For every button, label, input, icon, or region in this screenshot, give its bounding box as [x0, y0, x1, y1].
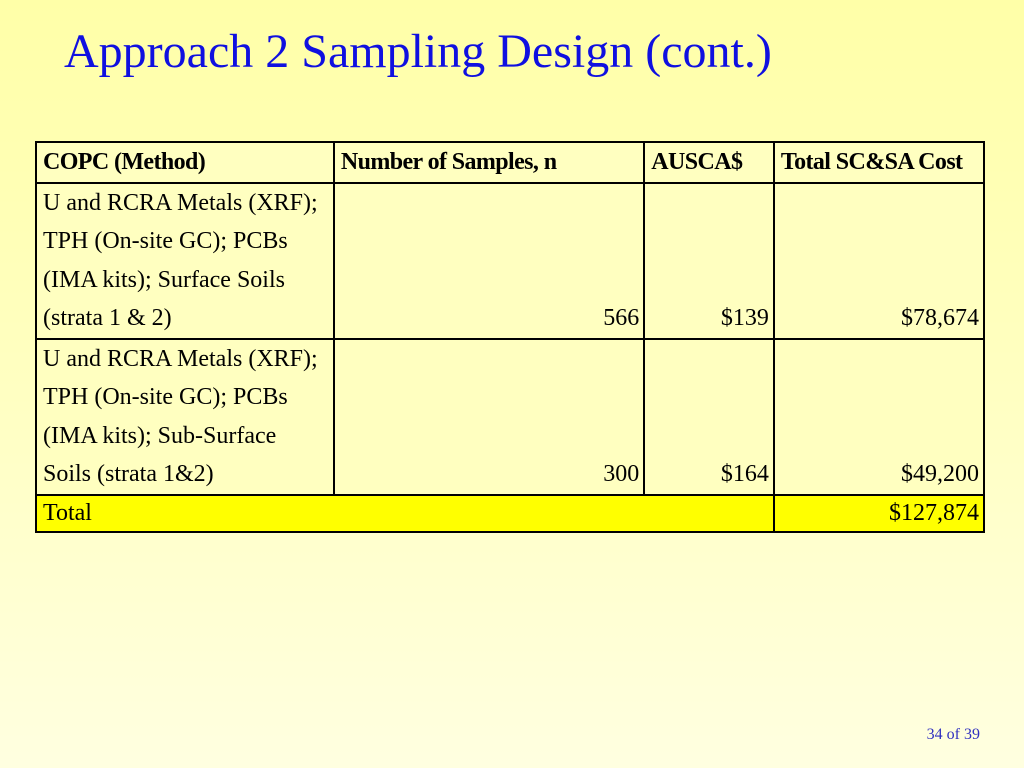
cell-unit-cost: $139: [644, 183, 774, 339]
page-number: 34 of 39: [926, 726, 980, 743]
cell-total-cost: $49,200: [774, 339, 984, 495]
total-value: $127,874: [774, 495, 984, 532]
cell-copc: U and RCRA Metals (XRF); TPH (On-site GC); PCBs (IMA kits); Sub-Surface Soils (strata 1&2): [36, 339, 334, 495]
header-total-cost: Total SC&SA Cost: [774, 142, 984, 183]
cell-unit-cost: $164: [644, 339, 774, 495]
header-copc: COPC (Method): [36, 142, 334, 183]
cell-total-cost: $78,674: [774, 183, 984, 339]
slide-title: Approach 2 Sampling Design (cont.): [64, 25, 772, 78]
cell-samples: 300: [334, 339, 644, 495]
cost-table: [35, 141, 985, 533]
table-header-row: [36, 142, 984, 183]
table-row: [36, 183, 984, 339]
cell-copc: U and RCRA Metals (XRF); TPH (On-site GC); PCBs (IMA kits); Surface Soils (strata 1 & 2): [36, 183, 334, 339]
total-row: [36, 495, 984, 532]
header-unit-cost: AUSCA$: [644, 142, 774, 183]
table-row: [36, 339, 984, 495]
total-label: Total: [36, 495, 774, 532]
cell-samples: 566: [334, 183, 644, 339]
header-samples: Number of Samples, n: [334, 142, 644, 183]
